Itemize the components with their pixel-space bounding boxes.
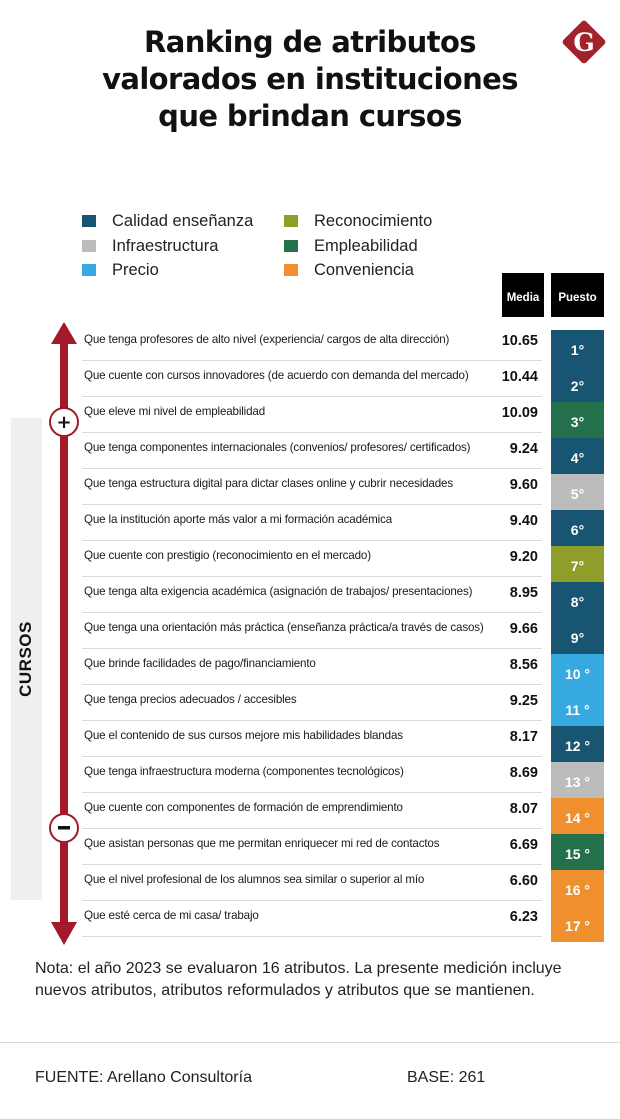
rank-cell bbox=[551, 474, 604, 510]
table-row bbox=[82, 865, 542, 901]
attribute-label: Que cuente con cursos innovadores (de acuerdo con demanda del mercado) bbox=[84, 369, 469, 382]
rank-number: 11 ° bbox=[565, 702, 590, 718]
legend-label: Conveniencia bbox=[314, 261, 414, 279]
media-value: 8.56 bbox=[509, 657, 538, 673]
attribute-label: Que la institución aporte más valor a mi formación académica bbox=[84, 513, 393, 526]
minus-sign bbox=[58, 826, 70, 830]
media-value: 10.65 bbox=[501, 333, 538, 349]
rank-cell bbox=[551, 330, 604, 366]
media-value: 9.60 bbox=[509, 477, 538, 493]
media-value: 8.07 bbox=[509, 801, 538, 817]
rank-cell bbox=[551, 870, 604, 906]
attribute-label: Que tenga infraestructura moderna (componentes tecnológicos) bbox=[84, 765, 404, 778]
legend-label: Empleabilidad bbox=[314, 236, 418, 255]
rank-cell bbox=[551, 438, 604, 474]
rank-number: 3° bbox=[570, 414, 585, 430]
source-text: FUENTE: Arellano Consultoría bbox=[35, 1069, 252, 1086]
rank-cell bbox=[551, 726, 604, 762]
base-text: BASE: 261 bbox=[407, 1069, 486, 1086]
title-line: que brindan cursos bbox=[158, 99, 462, 133]
table-row bbox=[82, 613, 542, 649]
rank-number: 8° bbox=[570, 594, 585, 610]
attribute-label: Que el nivel profesional de los alumnos sea similar o superior al mío bbox=[84, 873, 425, 886]
rank-cell bbox=[551, 546, 604, 582]
table-row bbox=[82, 829, 542, 865]
attribute-label: Que tenga profesores de alto nivel (experiencia/ cargos de alta dirección) bbox=[84, 333, 450, 346]
table-row bbox=[82, 793, 542, 829]
rank-number: 13 ° bbox=[564, 774, 591, 790]
rank-number: 12 ° bbox=[564, 738, 591, 754]
table-row bbox=[82, 685, 542, 721]
media-value: 8.95 bbox=[509, 585, 538, 601]
table-row bbox=[82, 577, 542, 613]
legend-label: Calidad enseñanza bbox=[112, 212, 254, 230]
media-value: 10.09 bbox=[501, 405, 538, 421]
column-header-media: Media bbox=[502, 273, 544, 317]
table-row bbox=[82, 505, 542, 541]
table-row bbox=[82, 361, 542, 397]
attribute-label: Que cuente con prestigio (reconocimiento en el mercado) bbox=[84, 549, 371, 562]
attribute-label: Que brinde facilidades de pago/financiamiento bbox=[84, 657, 316, 670]
media-value: 8.69 bbox=[509, 765, 538, 781]
legend-swatch bbox=[82, 215, 96, 227]
legend-swatch bbox=[82, 240, 96, 252]
media-value: 9.20 bbox=[509, 549, 538, 565]
legend-swatch bbox=[284, 215, 298, 227]
rank-cell bbox=[551, 618, 604, 654]
attribute-label: Que tenga estructura digital para dictar clases online y cubrir necesidades bbox=[84, 477, 453, 490]
table-row bbox=[82, 757, 542, 793]
title-line: valorados en instituciones bbox=[102, 62, 518, 96]
media-value: 6.69 bbox=[509, 837, 538, 853]
rank-cell bbox=[551, 762, 604, 798]
rank-number: 6° bbox=[570, 522, 585, 538]
rank-cell bbox=[551, 690, 604, 726]
table-row bbox=[82, 721, 542, 757]
legend-label: Precio bbox=[112, 261, 159, 279]
attribute-label: Que cuente con componentes de formación de emprendimiento bbox=[84, 801, 403, 814]
table-row bbox=[82, 469, 542, 505]
attribute-label: Que asistan personas que me permitan enriquecer mi red de contactos bbox=[84, 837, 440, 850]
rank-number: 1° bbox=[570, 342, 585, 358]
footer-divider bbox=[0, 1042, 620, 1043]
media-value: 9.24 bbox=[509, 441, 538, 457]
rank-cell bbox=[551, 366, 604, 402]
media-value: 6.23 bbox=[509, 909, 538, 925]
media-value: 9.40 bbox=[509, 513, 538, 529]
rank-cell bbox=[551, 582, 604, 618]
attribute-label: Que esté cerca de mi casa/ trabajo bbox=[84, 909, 259, 922]
attribute-label: Que eleve mi nivel de empleabilidad bbox=[84, 405, 266, 418]
rank-number: 17 ° bbox=[564, 918, 591, 934]
arrow-head-up-icon bbox=[51, 322, 77, 344]
media-value: 8.17 bbox=[509, 729, 538, 745]
attribute-label: Que el contenido de sus cursos mejore mis habilidades blandas bbox=[84, 729, 403, 742]
rank-cell bbox=[551, 834, 604, 870]
media-value: 9.25 bbox=[509, 693, 538, 709]
table-row bbox=[82, 901, 542, 937]
rank-cell bbox=[551, 798, 604, 834]
rank-number: 15 ° bbox=[564, 846, 591, 862]
title-line: Ranking de atributos bbox=[144, 25, 476, 59]
legend-label: Reconocimiento bbox=[314, 212, 433, 230]
attribute-label: Que tenga componentes internacionales (convenios/ profesores/ certificados) bbox=[84, 441, 471, 454]
attribute-label: Que tenga una orientación más práctica (enseñanza práctica/a través de casos) bbox=[84, 621, 484, 634]
table-row bbox=[82, 325, 542, 361]
legend-swatch bbox=[284, 240, 298, 252]
rank-number: 14 ° bbox=[564, 810, 591, 826]
rank-number: 16 ° bbox=[564, 882, 591, 898]
table-row bbox=[82, 649, 542, 685]
rank-cell bbox=[551, 402, 604, 438]
rank-number: 7° bbox=[570, 558, 585, 574]
media-value: 9.66 bbox=[509, 621, 538, 637]
legend-swatch bbox=[82, 264, 96, 276]
footnote: Nota: el año 2023 se evaluaron 16 atributos. La presente medición incluye nuevos atributos, atributos reformulados y atributos que se mantienen. bbox=[35, 960, 562, 999]
legend-label: Infraestructura bbox=[112, 236, 219, 255]
rank-number: 5° bbox=[570, 486, 585, 502]
table-row bbox=[82, 433, 542, 469]
rank-cell bbox=[551, 906, 604, 942]
media-value: 10.44 bbox=[501, 369, 538, 385]
rank-number: 10 ° bbox=[564, 666, 591, 682]
section-label: CURSOS bbox=[16, 621, 35, 697]
column-header-puesto: Puesto bbox=[551, 273, 604, 317]
attribute-label: Que tenga alta exigencia académica (asignación de trabajos/ presentaciones) bbox=[84, 585, 473, 598]
table-row bbox=[82, 397, 542, 433]
rank-cell bbox=[551, 510, 604, 546]
rank-cell bbox=[551, 654, 604, 690]
rank-number: 2° bbox=[570, 378, 585, 394]
plus-sign: + bbox=[56, 412, 72, 433]
table-row bbox=[82, 541, 542, 577]
arrow-head-down-icon bbox=[51, 922, 77, 945]
rank-number: 4° bbox=[570, 450, 585, 466]
attribute-label: Que tenga precios adecuados / accesibles bbox=[84, 693, 297, 706]
chart-title bbox=[0, 24, 620, 135]
brand-logo-letter: G bbox=[573, 28, 595, 57]
media-value: 6.60 bbox=[509, 873, 538, 889]
importance-arrow bbox=[44, 322, 84, 947]
legend-swatch bbox=[284, 264, 298, 276]
rank-number: 9° bbox=[570, 630, 585, 646]
